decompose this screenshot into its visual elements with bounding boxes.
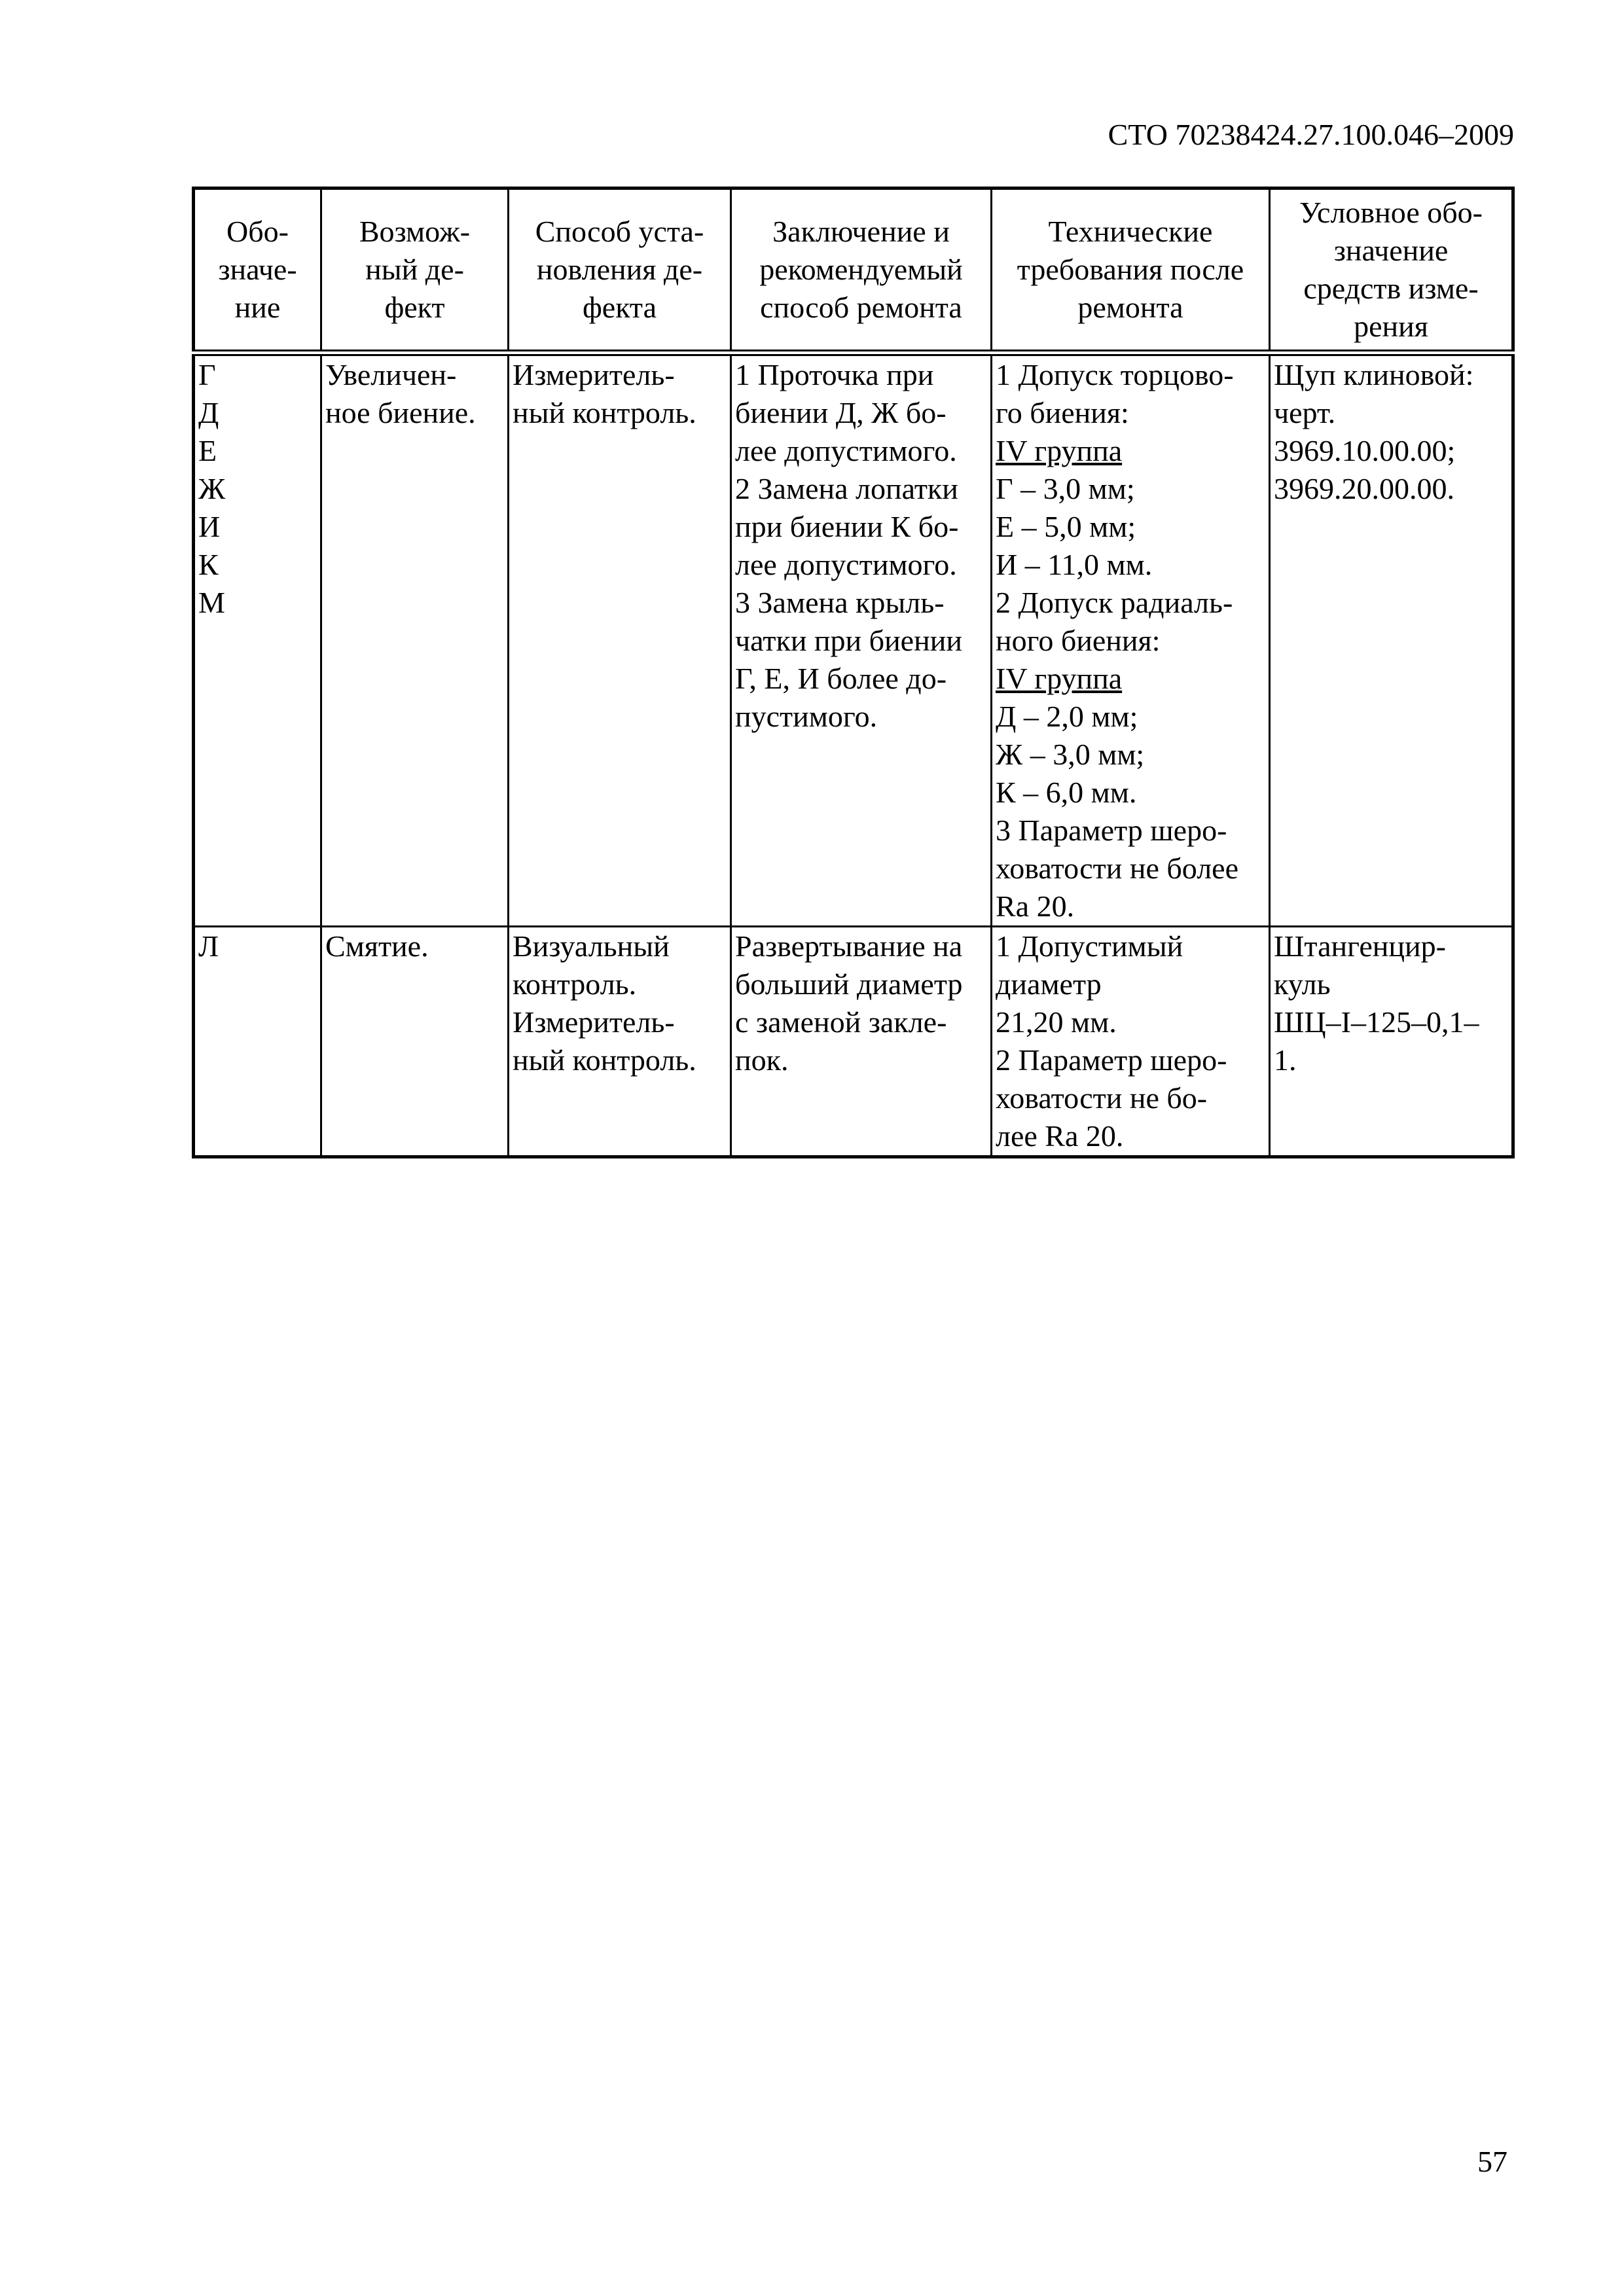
header-line: значе- (218, 253, 297, 286)
header-line: ремонта (1077, 291, 1183, 324)
cell-line: Измеритель- (513, 358, 675, 391)
header-requirements (992, 188, 1270, 353)
cell-line: с заменой закле- (735, 1005, 947, 1039)
cell-line: Увеличен- (325, 358, 457, 391)
header-line: Возмож- (359, 215, 471, 248)
cell-designation (194, 927, 321, 1157)
cell-line: ный контроль. (513, 396, 696, 429)
cell-line: ховатости не бо- (996, 1081, 1208, 1115)
cell-method (509, 353, 731, 927)
cell-line: Щуп клиновой: (1274, 358, 1474, 391)
document-code: СТО 70238424.27.100.046–2009 (1108, 118, 1514, 151)
header-line: Технические (1048, 215, 1213, 248)
cell-line: 3969.10.00.00; (1274, 434, 1456, 467)
cell-line: К – 6,0 мм. (996, 776, 1137, 809)
cell-line: ное биение. (325, 396, 476, 429)
cell-line: ного биения: (996, 624, 1161, 657)
header-line: фект (384, 291, 445, 324)
cell-line: К (198, 548, 219, 581)
cell-instruments (1270, 353, 1513, 927)
header-line: фекта (582, 291, 657, 324)
cell-line: Д (198, 396, 219, 429)
cell-line: ШЦ–I–125–0,1– (1274, 1005, 1479, 1039)
cell-conclusion (731, 927, 992, 1157)
cell-line: 3 Параметр шеро- (996, 814, 1227, 847)
header-instruments (1270, 188, 1513, 353)
table-body (194, 353, 1513, 1157)
cell-line: Ra 20. (996, 889, 1075, 923)
header-line: средств изме- (1303, 272, 1479, 305)
cell-line: Развертывание на (735, 929, 963, 963)
cell-line: 1 Допустимый (996, 929, 1183, 963)
cell-line: Штангенцир- (1274, 929, 1446, 963)
cell-line: Визуальный (513, 929, 670, 963)
cell-line: черт. (1274, 396, 1336, 429)
header-line: рения (1354, 310, 1428, 343)
cell-line: М (198, 586, 225, 619)
header-method (509, 188, 731, 353)
header-line: требования после (1017, 253, 1244, 286)
header-line: способ ремонта (760, 291, 962, 324)
cell-line: Л (198, 929, 219, 963)
cell-line: го биения: (996, 396, 1129, 429)
cell-conclusion (731, 353, 992, 927)
cell-line: Е – 5,0 мм; (996, 510, 1136, 543)
cell-defect (321, 927, 509, 1157)
header-line: значение (1333, 234, 1449, 267)
cell-line: И – 11,0 мм. (996, 548, 1153, 581)
cell-line: контроль. (513, 967, 637, 1001)
cell-line: 3 Замена крыль- (735, 586, 945, 619)
cell-line: Смятие. (325, 929, 429, 963)
cell-line: лее допустимого. (735, 548, 957, 581)
cell-line: больший диаметр (735, 967, 963, 1001)
header-row (194, 188, 1513, 353)
cell-requirements (992, 353, 1270, 927)
cell-line: Измеритель- (513, 1005, 675, 1039)
cell-defect (321, 353, 509, 927)
header-line: Заключение и (772, 215, 950, 248)
table-header (194, 188, 1513, 353)
cell-line: Е (198, 434, 217, 467)
cell-line: пустимого. (735, 700, 878, 733)
cell-line: куль (1274, 967, 1331, 1001)
cell-line: чатки при биении (735, 624, 962, 657)
header-line: Способ уста- (535, 215, 704, 248)
cell-line: 1 Допуск торцово- (996, 358, 1234, 391)
cell-requirements (992, 927, 1270, 1157)
cell-line: диаметр (996, 967, 1102, 1001)
header-line: ние (234, 291, 281, 324)
cell-line: 1 Проточка при (735, 358, 934, 391)
cell-line: И (198, 510, 221, 543)
cell-line: биении Д, Ж бо- (735, 396, 947, 429)
cell-instruments (1270, 927, 1513, 1157)
cell-line: 2 Допуск радиаль- (996, 586, 1233, 619)
table-row (194, 353, 1513, 927)
cell-line: 3969.20.00.00. (1274, 472, 1454, 505)
cell-designation (194, 353, 321, 927)
header-designation (194, 188, 321, 353)
cell-line: ховатости не более (996, 852, 1238, 885)
header-line: новления де- (536, 253, 703, 286)
tolerance-group-label: IV группа (996, 662, 1123, 695)
cell-line: Ж – 3,0 мм; (996, 738, 1145, 771)
cell-method (509, 927, 731, 1157)
cell-line: лее Ra 20. (996, 1119, 1124, 1153)
header-conclusion (731, 188, 992, 353)
header-line: рекомендуемый (759, 253, 963, 286)
defects-table (192, 187, 1515, 1158)
cell-line: Г, Е, И более до- (735, 662, 947, 695)
cell-line: Д – 2,0 мм; (996, 700, 1138, 733)
header-line: Обо- (226, 215, 289, 248)
cell-line: 21,20 мм. (996, 1005, 1117, 1039)
cell-line: пок. (735, 1043, 789, 1077)
header-defect (321, 188, 509, 353)
cell-line: 2 Параметр шеро- (996, 1043, 1227, 1077)
header-line: Условное обо- (1299, 196, 1483, 229)
cell-line: 1. (1274, 1043, 1297, 1077)
tolerance-group-label: IV группа (996, 434, 1123, 467)
cell-line: Г – 3,0 мм; (996, 472, 1135, 505)
cell-line: лее допустимого. (735, 434, 957, 467)
cell-line: 2 Замена лопатки (735, 472, 958, 505)
table-row (194, 927, 1513, 1157)
cell-line: при биении К бо- (735, 510, 959, 543)
page-number: 57 (1477, 2145, 1507, 2178)
cell-line: Ж (198, 472, 226, 505)
header-line: ный де- (365, 253, 464, 286)
cell-line: ный контроль. (513, 1043, 696, 1077)
cell-line: Г (198, 358, 216, 391)
